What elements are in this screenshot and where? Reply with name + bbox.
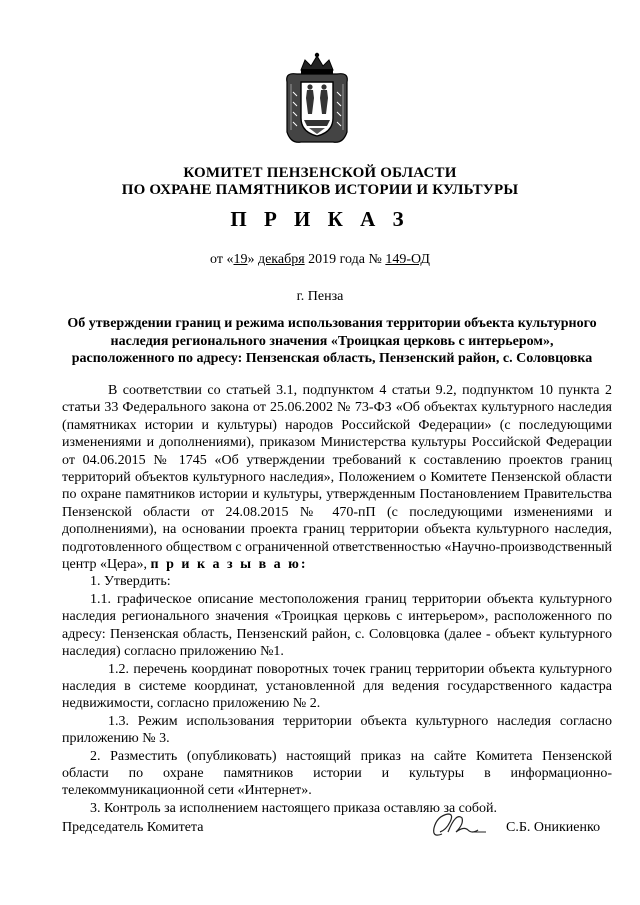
item-1: 1. Утвердить:: [90, 574, 171, 590]
document-type: П Р И К А З: [230, 207, 410, 231]
order-subject: Об утверждении границ и режима использования территории объекта культурного наследия регионального значения «Троицкая церковь с интерьером», расположенного по адресу: Пензенская область, Пензенский район, с. Соловцовка: [67, 316, 597, 366]
item-3: 3. Контроль за исполнением настоящего приказа оставляю за собой.: [90, 800, 498, 816]
signatory-title: Председатель Комитета: [62, 820, 204, 835]
item-1-1: 1.1. графическое описание местоположения границ территории объекта культурного наследия регионального значения «Троицкая церковь с интерьером», расположенного по адресу: Пензенская область, Пензенский район, с. Соловцовка (далее - объект культурного наследия) согласно приложению №1.: [62, 591, 612, 660]
handwritten-signature: [428, 808, 490, 842]
item-1-2: 1.2. перечень координат поворотных точек границ территории объекта культурного наследия в системе координат, установленной для ведения государственного кадастра недвижимости, согласно приложению № 2.: [62, 661, 612, 712]
order-day: 19: [233, 252, 248, 267]
order-month: декабря: [257, 252, 305, 267]
date-prefix: от «: [210, 252, 234, 267]
item-1-3: 1.3. Режим использования территории объекта культурного наследия согласно приложению № 3.: [62, 713, 612, 747]
order-date-number: [0, 252, 640, 268]
city: г. Пенза: [296, 289, 344, 304]
date-separator: »: [247, 252, 258, 267]
coat-of-arms-icon: [277, 52, 357, 147]
order-number: 149-ОД: [385, 252, 430, 267]
year-label: 2019 года №: [304, 252, 386, 267]
preamble-text: В соответствии со статьей 3.1, подпунктом 4 статьи 9.2, подпунктом 10 пункта 2 статьи 33 Федерального закона от 25.06.2002 № 73-ФЗ «Об объектах культурного наследия (памятниках истории и культуры) народов Российской Федерации» (с последующими изменениями и дополнениями), приказом Министерства культуры Российской Федерации от 04.06.2015 № 1745 «Об утверждении требований к составлению проектов границ территорий объектов культурного наследия», Положением о Комитете Пензенской области по охране памятников истории и культуры, утвержденным Постановлением Правительства Пензенской области от 24.08.2015 № 470-пП (с последующими изменениями и дополнениями), на основании проекта границ территории объекта культурного наследия, подготовленного обществом с ограниченной ответственностью «Научно-производственный центр «Цера»,: [62, 383, 612, 573]
order-body: [62, 382, 612, 817]
preamble-paragraph: [62, 382, 612, 573]
item-2: 2. Разместить (опубликовать) настоящий приказ на сайте Комитета Пензенской области по охране памятников истории и культуры в информационно-телекоммуникационной сети «Интернет».: [62, 748, 612, 799]
organization-name-line2: ПО ОХРАНЕ ПАМЯТНИКОВ ИСТОРИИ И КУЛЬТУРЫ: [121, 182, 519, 198]
signatory-name: С.Б. Оникиенко: [506, 820, 601, 835]
order-word: п р и к а з ы в а ю:: [150, 557, 308, 573]
organization-name-line1: КОМИТЕТ ПЕНЗЕНСКОЙ ОБЛАСТИ: [183, 165, 457, 181]
